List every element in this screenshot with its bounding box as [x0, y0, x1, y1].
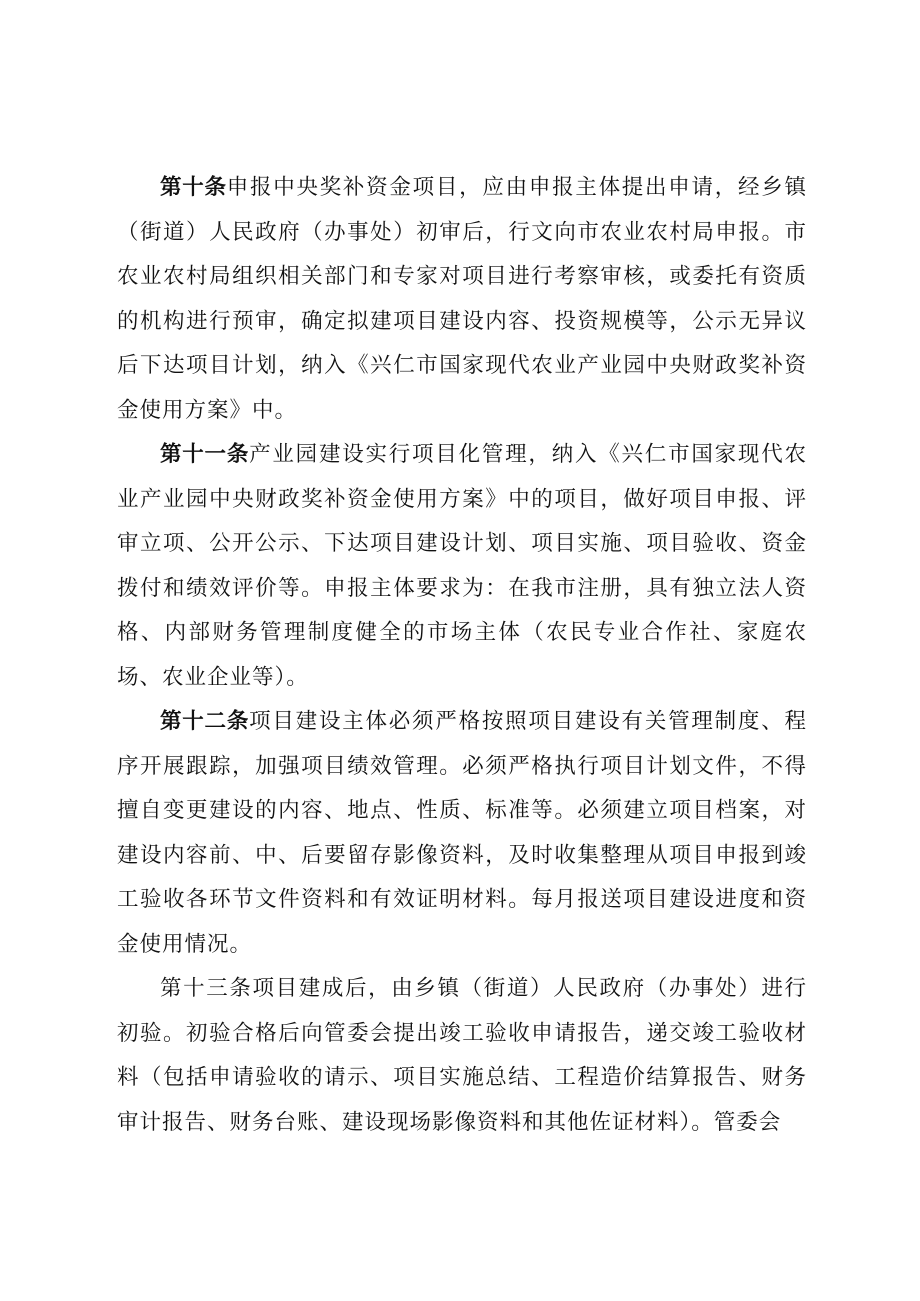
document-page: [117, 166, 807, 1145]
article-12-heading: 第十二条: [160, 709, 250, 734]
article-10-heading: 第十条: [160, 175, 227, 200]
article-13-heading: 第十三条: [160, 976, 253, 1001]
article-13: [117, 967, 807, 1145]
article-13-body: 项目建成后，由乡镇（街道）人民政府（办事处）进行初验。初验合格后向管委会提出竣工验收申请报告，递交竣工验收材料（包括申请验收的请示、项目实施总结、工程造价结算报告、财务审计报告、财务台账、建设现场影像资料和其他佐证材料）。管委会: [117, 976, 807, 1135]
article-10: [117, 166, 807, 433]
article-12-body: 项目建设主体必须严格按照项目建设有关管理制度、程序开展跟踪，加强项目绩效管理。必须严格执行项目计划文件，不得擅自变更建设的内容、地点、性质、标准等。必须建立项目档案，对建设内容前、中、后要留存影像资料，及时收集整理从项目申报到竣工验收各环节文件资料和有效证明材料。每月报送项目建设进度和资金使用情况。: [117, 709, 807, 957]
article-10-body: 申报中央奖补资金项目，应由申报主体提出申请，经乡镇（街道）人民政府（办事处）初审后，行文向市农业农村局申报。市农业农村局组织相关部门和专家对项目进行考察审核，或委托有资质的机构进行预审，确定拟建项目建设内容、投资规模等，公示无异议后下达项目计划，纳入《兴仁市国家现代农业产业园中央财政奖补资金使用方案》中。: [117, 175, 807, 423]
article-11-heading: 第十一条: [160, 442, 250, 467]
article-12: [117, 700, 807, 967]
article-11: [117, 433, 807, 700]
article-11-body: 产业园建设实行项目化管理，纳入《兴仁市国家现代农业产业园中央财政奖补资金使用方案》中的项目，做好项目申报、评审立项、公开公示、下达项目建设计划、项目实施、项目验收、资金拨付和绩效评价等。申报主体要求为：在我市注册，具有独立法人资格、内部财务管理制度健全的市场主体（农民专业合作社、家庭农场、农业企业等）。: [117, 442, 807, 690]
